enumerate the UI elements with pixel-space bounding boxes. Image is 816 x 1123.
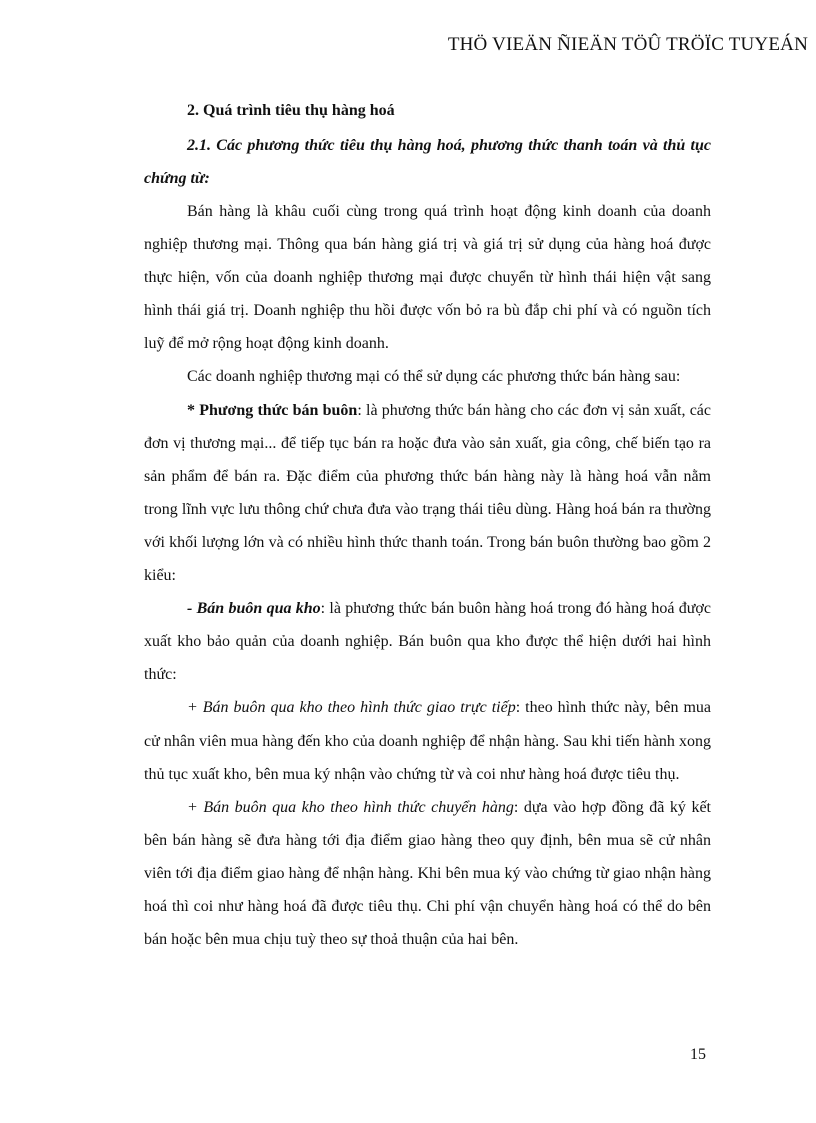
section-subheading: 2.1. Các phương thức tiêu thụ hàng hoá, phương thức thanh toán và thủ tục chứng từ: [144,137,711,187]
paragraph-wholesale [144,394,711,593]
section-heading: 2. Quá trình tiêu thụ hàng hoá [187,102,395,119]
warehouse-wholesale-term: - Bán buôn qua kho [187,600,321,618]
direct-delivery-term: + Bán buôn qua kho theo hình thức giao trực tiếp [187,699,516,717]
shipping-term: + Bán buôn qua kho theo hình thức chuyển hàng [187,798,514,816]
shipping-definition: : dựa vào hợp đồng đã ký kết bên bán hàng sẽ đưa hàng tới địa điểm giao hàng theo quy định, bên mua sẽ cử nhân viên tới địa điểm giao hàng để nhận hàng. Khi bên mua ký vào chứng từ giao nhận hàng hoá thì coi như hàng hoá đã được tiêu thụ. Chi phí vận chuyển hàng hoá có thể do bên bán hoặc bên mua chịu tuỳ theo sự thoả thuận của hai bên. [144,798,711,949]
paragraph-sales-methods: Các doanh nghiệp thương mại có thể sử dụng các phương thức bán hàng sau: [187,368,681,386]
paragraph-shipping [144,791,711,956]
direct-delivery-definition: : theo hình thức này, bên mua cử nhân viên mua hàng đến kho của doanh nghiệp để nhận hàng. Sau khi tiến hành xong thủ tục xuất kho, bên mua ký nhận vào chứng từ và coi như hàng hoá được tiêu thụ. [144,699,711,783]
paragraph-direct-delivery [144,691,711,790]
page-number: 15 [690,1046,706,1063]
running-header: THÖ VIEÄN ÑIEÄN TÖÛ TRÖÏC TUYEÁN [447,34,808,55]
page-body [144,95,711,956]
wholesale-definition: : là phương thức bán hàng cho các đơn vị sản xuất, các đơn vị thương mại... để tiếp tục bán ra hoặc đưa vào sản xuất, gia công, chế biến tạo ra sản phẩm để bán ra. Đặc điểm của phương thức bán hàng này là hàng hoá vẫn nằm trong lĩnh vực lưu thông chứ chưa đưa vào trạng thái tiêu dùng. Hàng hoá bán ra thường với khối lượng lớn và có nhiều hình thức thanh toán. Trong bán buôn thường bao gồm 2 kiểu: [144,401,711,585]
warehouse-wholesale-definition: : là phương thức bán buôn hàng hoá trong đó hàng hoá được xuất kho bảo quản của doanh nghiệp. Bán buôn qua kho được thể hiện dưới hai hình thức: [144,600,711,684]
paragraph-sales-intro: Bán hàng là khâu cuối cùng trong quá trình hoạt động kinh doanh của doanh nghiệp thương mại. Thông qua bán hàng giá trị và giá trị sử dụng của hàng hoá được thực hiện, vốn của doanh nghiệp thương mại được chuyển từ hình thái hiện vật sang hình thái giá trị. Doanh nghiệp thu hồi được vốn bỏ ra bù đắp chi phí và có nguồn tích luỹ để mở rộng hoạt động kinh doanh. [144,203,711,353]
wholesale-term: * Phương thức bán buôn [187,401,358,419]
paragraph-warehouse-wholesale [144,592,711,691]
